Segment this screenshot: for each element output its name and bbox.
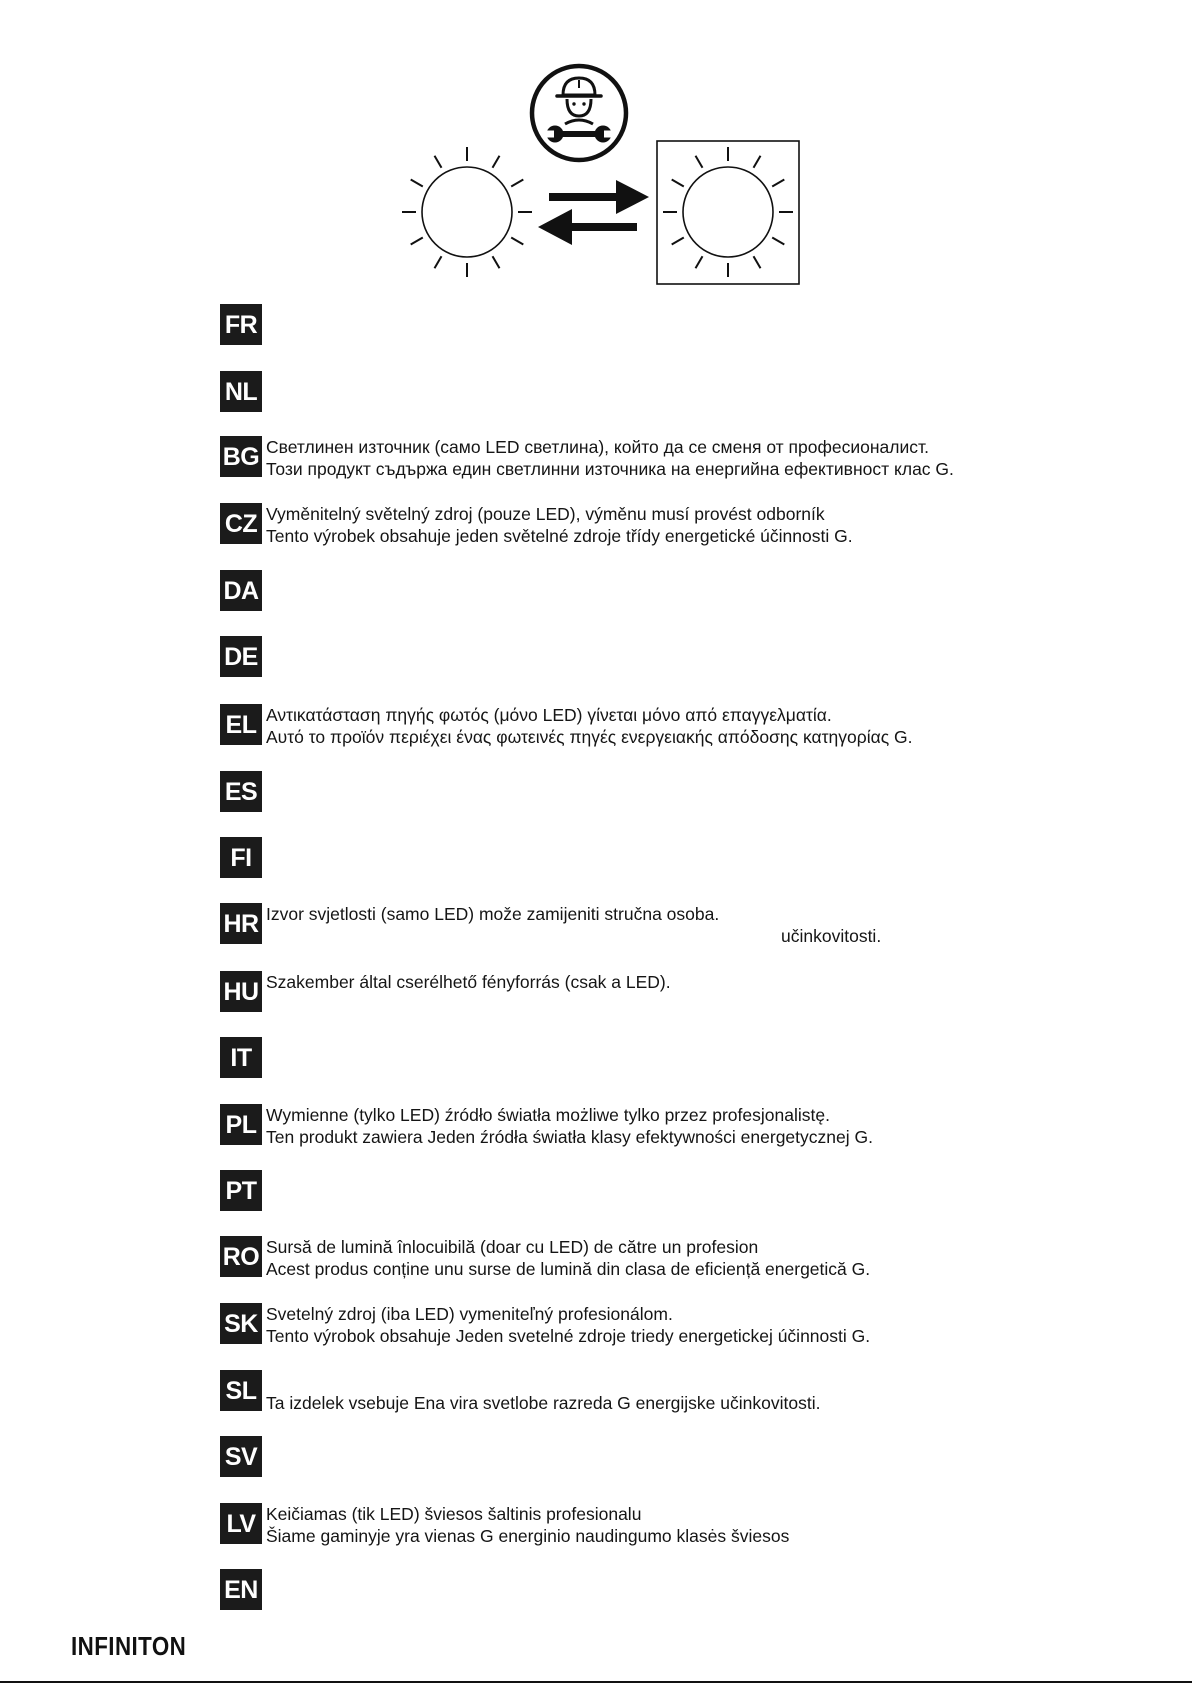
language-row-cz (220, 503, 1120, 544)
arrow-right-icon (549, 180, 649, 214)
language-code-badge: LV (220, 1503, 262, 1544)
footer-divider (0, 1681, 1192, 1683)
language-row-es (220, 771, 1120, 812)
language-code-badge: BG (220, 436, 262, 477)
sun-ray (754, 156, 761, 168)
sun-ray (511, 238, 523, 245)
technician-wrench-icon (532, 66, 626, 160)
text-line-1: Светлинен източник (само LED светлина), който да се сменя от професионалист. (266, 437, 929, 457)
text-line-1: Wymienne (tylko LED) źródło światła możliwe tylko przez profesjonalistę. (266, 1105, 830, 1125)
language-row-en (220, 1569, 1120, 1610)
language-text (266, 1303, 870, 1347)
sun-ray (435, 156, 442, 168)
sun-icon-left (402, 147, 532, 277)
language-code-badge: FI (220, 837, 262, 878)
text-line-1: Svetelný zdroj (iba LED) vymeniteľný profesionálom. (266, 1304, 673, 1324)
language-text (266, 503, 853, 547)
text-line-2: Ten produkt zawiera Jeden źródła światła klasy efektywności energetycznej G. (266, 1127, 873, 1147)
sun-ray (696, 156, 703, 168)
language-row-bg (220, 436, 1120, 477)
brand-logo: INFINITON (71, 1631, 187, 1661)
language-code-badge: DA (220, 570, 262, 611)
language-code-badge: DE (220, 636, 262, 677)
sun-icon-right (663, 147, 793, 277)
language-code-badge: SV (220, 1436, 262, 1477)
sun-ray (435, 256, 442, 268)
language-code-badge: NL (220, 371, 262, 412)
sun-ray (754, 256, 761, 268)
language-row-fr (220, 304, 1120, 345)
language-row-ro (220, 1236, 1120, 1277)
sun-ray (672, 238, 684, 245)
text-line-2 (266, 993, 671, 1015)
text-line-2: Šiame gaminyje yra vienas G energinio naudingumo klasės šviesos (266, 1526, 790, 1546)
text-line-1: Szakember által cserélhető fényforrás (csak a LED). (266, 972, 671, 992)
language-row-sk (220, 1303, 1120, 1344)
text-line-2: Αυτό το προϊόν περιέχει ένας φωτεινές πηγές ενεργειακής απόδοσης κατηγορίας G. (266, 727, 913, 747)
language-row-sv (220, 1436, 1120, 1477)
text-line-2: Ta izdelek vsebuje Ena vira svetlobe razreda G energijske učinkovitosti. (266, 1393, 821, 1413)
language-code-badge: SK (220, 1303, 262, 1344)
text-line-1: Sursă de lumină înlocuibilă (doar cu LED) de către un profesion (266, 1237, 759, 1257)
sun-ray (511, 180, 523, 187)
text-line-1: Vyměnitelný světelný zdroj (pouze LED), výměnu musí provést odborník (266, 504, 825, 524)
sun-ray (411, 238, 423, 245)
sun-ray (493, 156, 500, 168)
language-code-badge: HU (220, 971, 262, 1012)
language-text (266, 436, 954, 480)
language-text (266, 1370, 820, 1414)
language-row-sl (220, 1370, 1120, 1411)
sun-ray (772, 238, 784, 245)
language-row-pt (220, 1170, 1120, 1211)
language-text (266, 971, 671, 1015)
language-code-badge: ES (220, 771, 262, 812)
language-text (266, 1503, 789, 1547)
sun-ray (493, 256, 500, 268)
language-text (266, 1104, 873, 1148)
language-code-badge: SL (220, 1370, 262, 1411)
language-row-lv (220, 1503, 1120, 1544)
text-line-2: Този продукт съдържа един светлинни източника на енергийна ефективност клас G. (266, 459, 954, 479)
text-line-1: Izvor svjetlosti (samo LED) može zamijeniti stručna osoba. (266, 904, 720, 924)
language-code-badge: IT (220, 1037, 262, 1078)
language-row-el (220, 704, 1120, 745)
sun-ray (696, 256, 703, 268)
language-row-hu (220, 971, 1120, 1012)
language-code-badge: FR (220, 304, 262, 345)
language-text (266, 1236, 870, 1280)
language-row-da (220, 570, 1120, 611)
text-line-1: Keičiamas (tik LED) šviesos šaltinis profesionalu (266, 1504, 642, 1524)
language-code-badge: PT (220, 1170, 262, 1211)
language-code-badge: PL (220, 1104, 262, 1145)
text-line-2: Acest produs conține unu surse de lumină din clasa de eficiență energetică G. (266, 1259, 871, 1279)
language-row-hr (220, 903, 1120, 944)
text-line-1 (266, 1370, 820, 1392)
sun-ray (772, 180, 784, 187)
swap-arrows-icon (538, 180, 649, 245)
replaceable-light-source-illustration (0, 0, 1192, 300)
language-text (266, 704, 912, 748)
language-row-pl (220, 1104, 1120, 1145)
language-row-nl (220, 371, 1120, 412)
language-row-de (220, 636, 1120, 677)
text-line-2: Tento výrobek obsahuje jeden světelné zdroje třídy energetické účinnosti G. (266, 526, 853, 546)
sun-ray (672, 180, 684, 187)
text-line-1: Αντικατάσταση πηγής φωτός (μόνο LED) γίνεται μόνο από επαγγελματία. (266, 705, 832, 725)
sun-ray (411, 180, 423, 187)
language-row-fi (220, 837, 1120, 878)
language-code-badge: EN (220, 1569, 262, 1610)
language-code-badge: EL (220, 704, 262, 745)
arrow-left-icon (538, 209, 637, 245)
language-row-it (220, 1037, 1120, 1078)
text-line-2: učinkovitosti. (781, 926, 882, 946)
language-code-badge: CZ (220, 503, 262, 544)
language-code-badge: RO (220, 1236, 262, 1277)
language-code-badge: HR (220, 903, 262, 944)
text-line-2: Tento výrobok obsahuje Jeden svetelné zdroje triedy energetickej účinnosti G. (266, 1326, 871, 1346)
language-text (266, 903, 881, 947)
